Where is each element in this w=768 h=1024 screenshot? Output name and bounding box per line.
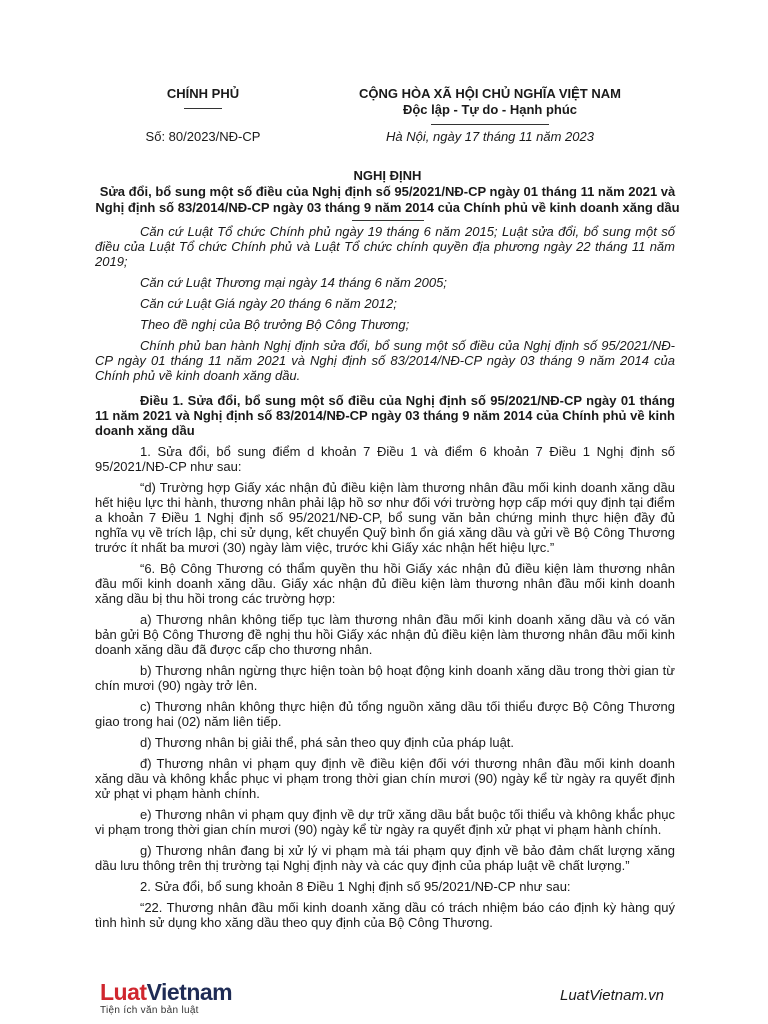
logo-wordmark-vietnam: Vietnam xyxy=(146,979,233,1005)
national-title-block xyxy=(330,86,650,125)
clause-paragraph: “d) Trường hợp Giấy xác nhận đủ điều kiện làm thương nhân đầu mối kinh doanh xăng dầu hết hiệu lực thi hành, thương nhân phải lập hồ sơ như đối với trường hợp cấp mới quy định tại điểm a khoản 7 Điều 1 Nghị định số 95/2021/NĐ-CP, bổ sung văn bản chứng minh thực hiện đầy đủ nghĩa vụ về trích lập, chi sử dụng, kết chuyển Quỹ bình ổn giá xăng dầu và gửi về Bộ Công Thương trước ít nhất ba mươi (30) ngày làm việc, trước khi Giấy xác nhận hết hiệu lực.” xyxy=(95,480,675,555)
preamble-paragraph: Căn cứ Luật Giá ngày 20 tháng 6 năm 2012; xyxy=(140,296,397,311)
document-title-line-1: Sửa đổi, bổ sung một số điều của Nghị định số 95/2021/NĐ-CP ngày 01 tháng 11 năm 2021 và xyxy=(99,184,676,199)
clause-paragraph: d) Thương nhân bị giải thể, phá sản theo quy định của pháp luật. xyxy=(140,735,515,750)
logo-tagline: Tiện ích văn bản luật xyxy=(100,1005,199,1016)
clause-paragraph: 2. Sửa đổi, bổ sung khoản 8 Điều 1 Nghị định số 95/2021/NĐ-CP như sau: xyxy=(140,879,571,894)
clause-paragraph: b) Thương nhân ngừng thực hiện toàn bộ hoạt động kinh doanh xăng dầu trong thời gian từ chín mươi (90) ngày trở lên. xyxy=(95,663,675,693)
clause-paragraph: a) Thương nhân không tiếp tục làm thương nhân đầu mối kinh doanh xăng dầu và có văn bản gửi Bộ Công Thương đề nghị thu hồi Giấy xác nhận đủ điều kiện làm thương nhân đầu mối kinh doanh xăng dầu đã được cấp cho thương nhân. xyxy=(95,612,675,657)
document-body xyxy=(95,224,675,936)
article-heading: Điều 1. Sửa đổi, bổ sung một số điều của Nghị định số 95/2021/NĐ-CP ngày 01 tháng 11 năm 2021 và Nghị định số 83/2014/NĐ-CP ngày 03 tháng 9 năm 2014 của Chính phủ về kinh doanh xăng dầu xyxy=(95,393,675,438)
clause-paragraph: “6. Bộ Công Thương có thẩm quyền thu hồi Giấy xác nhận đủ điều kiện làm thương nhân đầu mối kinh doanh xăng dầu. Giấy xác nhận đủ điều kiện làm thương nhân đầu mối kinh doanh xăng dầu bị thu hồi trong các trường hợp: xyxy=(95,561,675,606)
document-number: Số: 80/2023/NĐ-CP xyxy=(145,129,261,144)
title-underline xyxy=(352,220,424,221)
clause-paragraph: g) Thương nhân đang bị xử lý vi phạm mà tái phạm quy định về bảo đảm chất lượng xăng dầu lưu thông trên thị trường tại Nghị định này và các quy định của pháp luật về chất lượng.” xyxy=(95,843,675,873)
issuer-block xyxy=(128,86,278,109)
motto: Độc lập - Tự do - Hạnh phúc xyxy=(402,102,578,117)
preamble-paragraph: Chính phủ ban hành Nghị định sửa đổi, bổ sung một số điều của Nghị định số 95/2021/NĐ-CP ngày 01 tháng 11 năm 2021 và Nghị định số 83/2014/NĐ-CP ngày 03 tháng 9 năm 2014 của Chính phủ về kinh doanh xăng dầu. xyxy=(95,338,675,383)
document-type: NGHỊ ĐỊNH xyxy=(353,168,422,183)
clause-paragraph: e) Thương nhân vi phạm quy định về dự trữ xăng dầu bắt buộc tối thiểu và không khắc phục vi phạm trong thời gian chín mươi (90) ngày kể từ ngày ra quyết định xử phạt vi phạm hành chính. xyxy=(95,807,675,837)
footer-site-link[interactable]: LuatVietnam.vn xyxy=(560,987,664,1004)
document-title-line-2: Nghị định số 83/2014/NĐ-CP ngày 03 tháng 9 năm 2014 của Chính phủ về kinh doanh xăng dầu xyxy=(95,200,680,215)
clause-paragraph: c) Thương nhân không thực hiện đủ tổng nguồn xăng dầu tối thiểu được Bộ Công Thương giao trong hai (02) năm liên tiếp. xyxy=(95,699,675,729)
issuer-name: CHÍNH PHỦ xyxy=(166,86,240,101)
clause-paragraph: 1. Sửa đổi, bổ sung điểm d khoản 7 Điều 1 và điểm 6 khoản 7 Điều 1 Nghị định số 95/2021/NĐ-CP như sau: xyxy=(95,444,675,474)
clause-paragraph: đ) Thương nhân vi phạm quy định về điều kiện đối với thương nhân đầu mối kinh doanh xăng dầu và không khắc phục vi phạm trong thời gian chín mươi (90) ngày kể từ ngày ra quyết định xử phạt vi phạm hành chính. xyxy=(95,756,675,801)
document-title-block xyxy=(95,168,680,221)
clause-paragraph: “22. Thương nhân đầu mối kinh doanh xăng dầu có trách nhiệm báo cáo định kỳ hàng quý tình hình sử dụng kho xăng dầu theo quy định của Bộ Công Thương. xyxy=(95,900,675,930)
preamble-paragraph: Theo đề nghị của Bộ trưởng Bộ Công Thương; xyxy=(140,317,410,332)
logo-wordmark xyxy=(100,980,232,1004)
luatvietnam-logo[interactable] xyxy=(100,980,232,1016)
issue-date: Hà Nội, ngày 17 tháng 11 năm 2023 xyxy=(386,129,594,144)
country-name: CỘNG HÒA XÃ HỘI CHỦ NGHĨA VIỆT NAM xyxy=(359,86,621,101)
issuer-underline xyxy=(184,108,222,109)
logo-wordmark-luat: Luat xyxy=(100,979,147,1005)
preamble-paragraph: Căn cứ Luật Tổ chức Chính phủ ngày 19 tháng 6 năm 2015; Luật sửa đổi, bổ sung một số điều của Luật Tổ chức Chính phủ và Luật Tổ chức chính quyền địa phương ngày 22 tháng 11 năm 2019; xyxy=(95,224,675,269)
motto-underline xyxy=(431,124,549,125)
preamble-paragraph: Căn cứ Luật Thương mại ngày 14 tháng 6 năm 2005; xyxy=(140,275,447,290)
